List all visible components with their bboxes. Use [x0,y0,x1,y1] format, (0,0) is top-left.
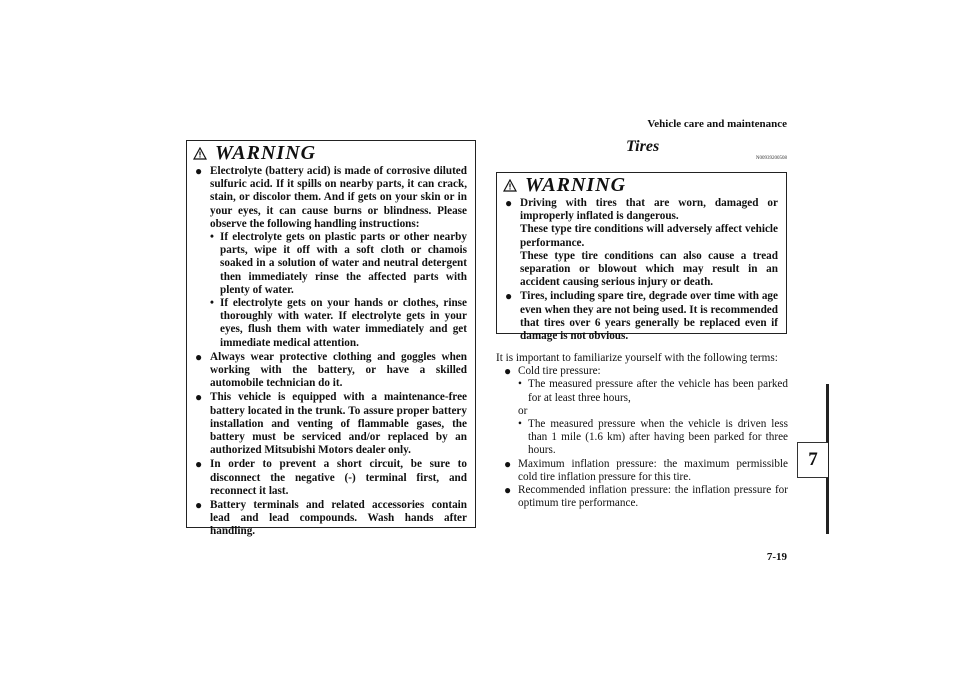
list-item: ● Cold tire pressure: • The measured pressure after the vehicle has been parked for at least three hours, or • The measured pressure when the vehicle is driven less than 1 mile (1.6 km) after having been parked for three hours. [504,364,788,457]
list-item: ● Maximum inflation pressure: the maximum permissible cold tire inflation pressure for this tire. [504,456,788,483]
bullet-icon: ● [504,456,512,471]
list-item: ● Driving with tires that are worn, damaged or improperly inflated is dangerous. These type tire conditions will adversely affect vehicle performance. These type tire conditions can also cause a tread separation or blowout which may result in an accident causing serious injury or death. [505,196,778,289]
bullet-icon: ● [504,483,512,498]
bullet-icon: ● [505,289,513,304]
tire-terms [496,352,788,510]
warning-label: WARNING [215,141,317,164]
warning-label: WARNING [525,173,627,196]
bullet-icon: ● [504,364,512,379]
warning-triangle-icon [193,147,207,160]
bullet-icon: ● [195,349,203,364]
battery-warning-box [186,140,476,538]
bullet-icon: ● [195,498,203,513]
sub-item: • If electrolyte gets on plastic parts or other nearby parts, wipe it off with a soft cloth or chamois soaked in a solution of water and neutral detergent then immediately rinse the affected parts with plenty of water. [210,231,467,296]
list-item: ● Recommended inflation pressure: the inflation pressure for optimum tire performance. [504,483,788,510]
warning-header [497,173,786,197]
section-code: N00939200508 [755,156,787,161]
tires-heading: Tires [626,138,660,155]
list-item: ● In order to prevent a short circuit, be sure to disconnect the negative (-) terminal first, and reconnect it last. [195,457,467,497]
bullet-icon: ● [195,390,203,405]
list-item: ● This vehicle is equipped with a maintenance-free battery located in the trunk. To assure proper battery installation and venting of flammable gases, the battery must be serviced and/or replaced by an authorized Mitsubishi Motors dealer only. [195,390,467,457]
warning-triangle-icon [503,179,517,192]
section-title: Vehicle care and maintenance [647,118,787,130]
tires-warning-box [496,172,787,343]
page-number: 7-19 [766,551,787,563]
sub-item: • The measured pressure after the vehicle has been parked for at least three hours, [518,378,788,404]
list-item: ● Always wear protective clothing and goggles when working with the battery, or have a skilled automobile technician do it. [195,349,467,390]
warning-header [187,141,475,165]
bullet-icon: ● [195,457,203,472]
or-text: or [518,404,528,417]
sub-item: • The measured pressure when the vehicle is driven less than 1 mile (1.6 km) after having been parked for three hours. [518,418,788,457]
tires-warning-list [497,197,786,343]
bullet-icon: ● [195,164,203,178]
terms-intro: It is important to familiarize yourself with the following terms: [496,352,778,364]
battery-warning-list [187,165,475,539]
chapter-tab: 7 [797,442,828,478]
bullet-icon: ● [505,196,513,210]
list-item: ● Tires, including spare tire, degrade over time with age even when they are not being used. It is recommended that tires over 6 years generally be replaced even if damage is not obvious. [505,289,778,343]
sub-item: • If electrolyte gets on your hands or clothes, rinse thoroughly with water. If electrolyte gets in your eyes, flush them with water immediately and get immediate medical attention. [210,297,467,349]
list-item: ● Battery terminals and related accessories contain lead and lead compounds. Wash hands after handling. [195,498,467,538]
list-item: ● Electrolyte (battery acid) is made of corrosive diluted sulfuric acid. If it spills on nearby parts, it can crack, stain, or discolor them. And if gets on your skin or in your eyes, it can cause burns or blindness. Please observe the following handling instructions: • If electrolyte gets on plastic parts or other nearby parts, wipe it off with a soft cloth or chamois soaked in a solution of water and neutral detergent then immediately rinse the affected parts with plenty of water. • If electrolyte gets on your hands or clothes, rinse thoroughly with water. If electrolyte gets in your eyes, flush them with water immediately and get immediate medical attention. [195,164,467,349]
